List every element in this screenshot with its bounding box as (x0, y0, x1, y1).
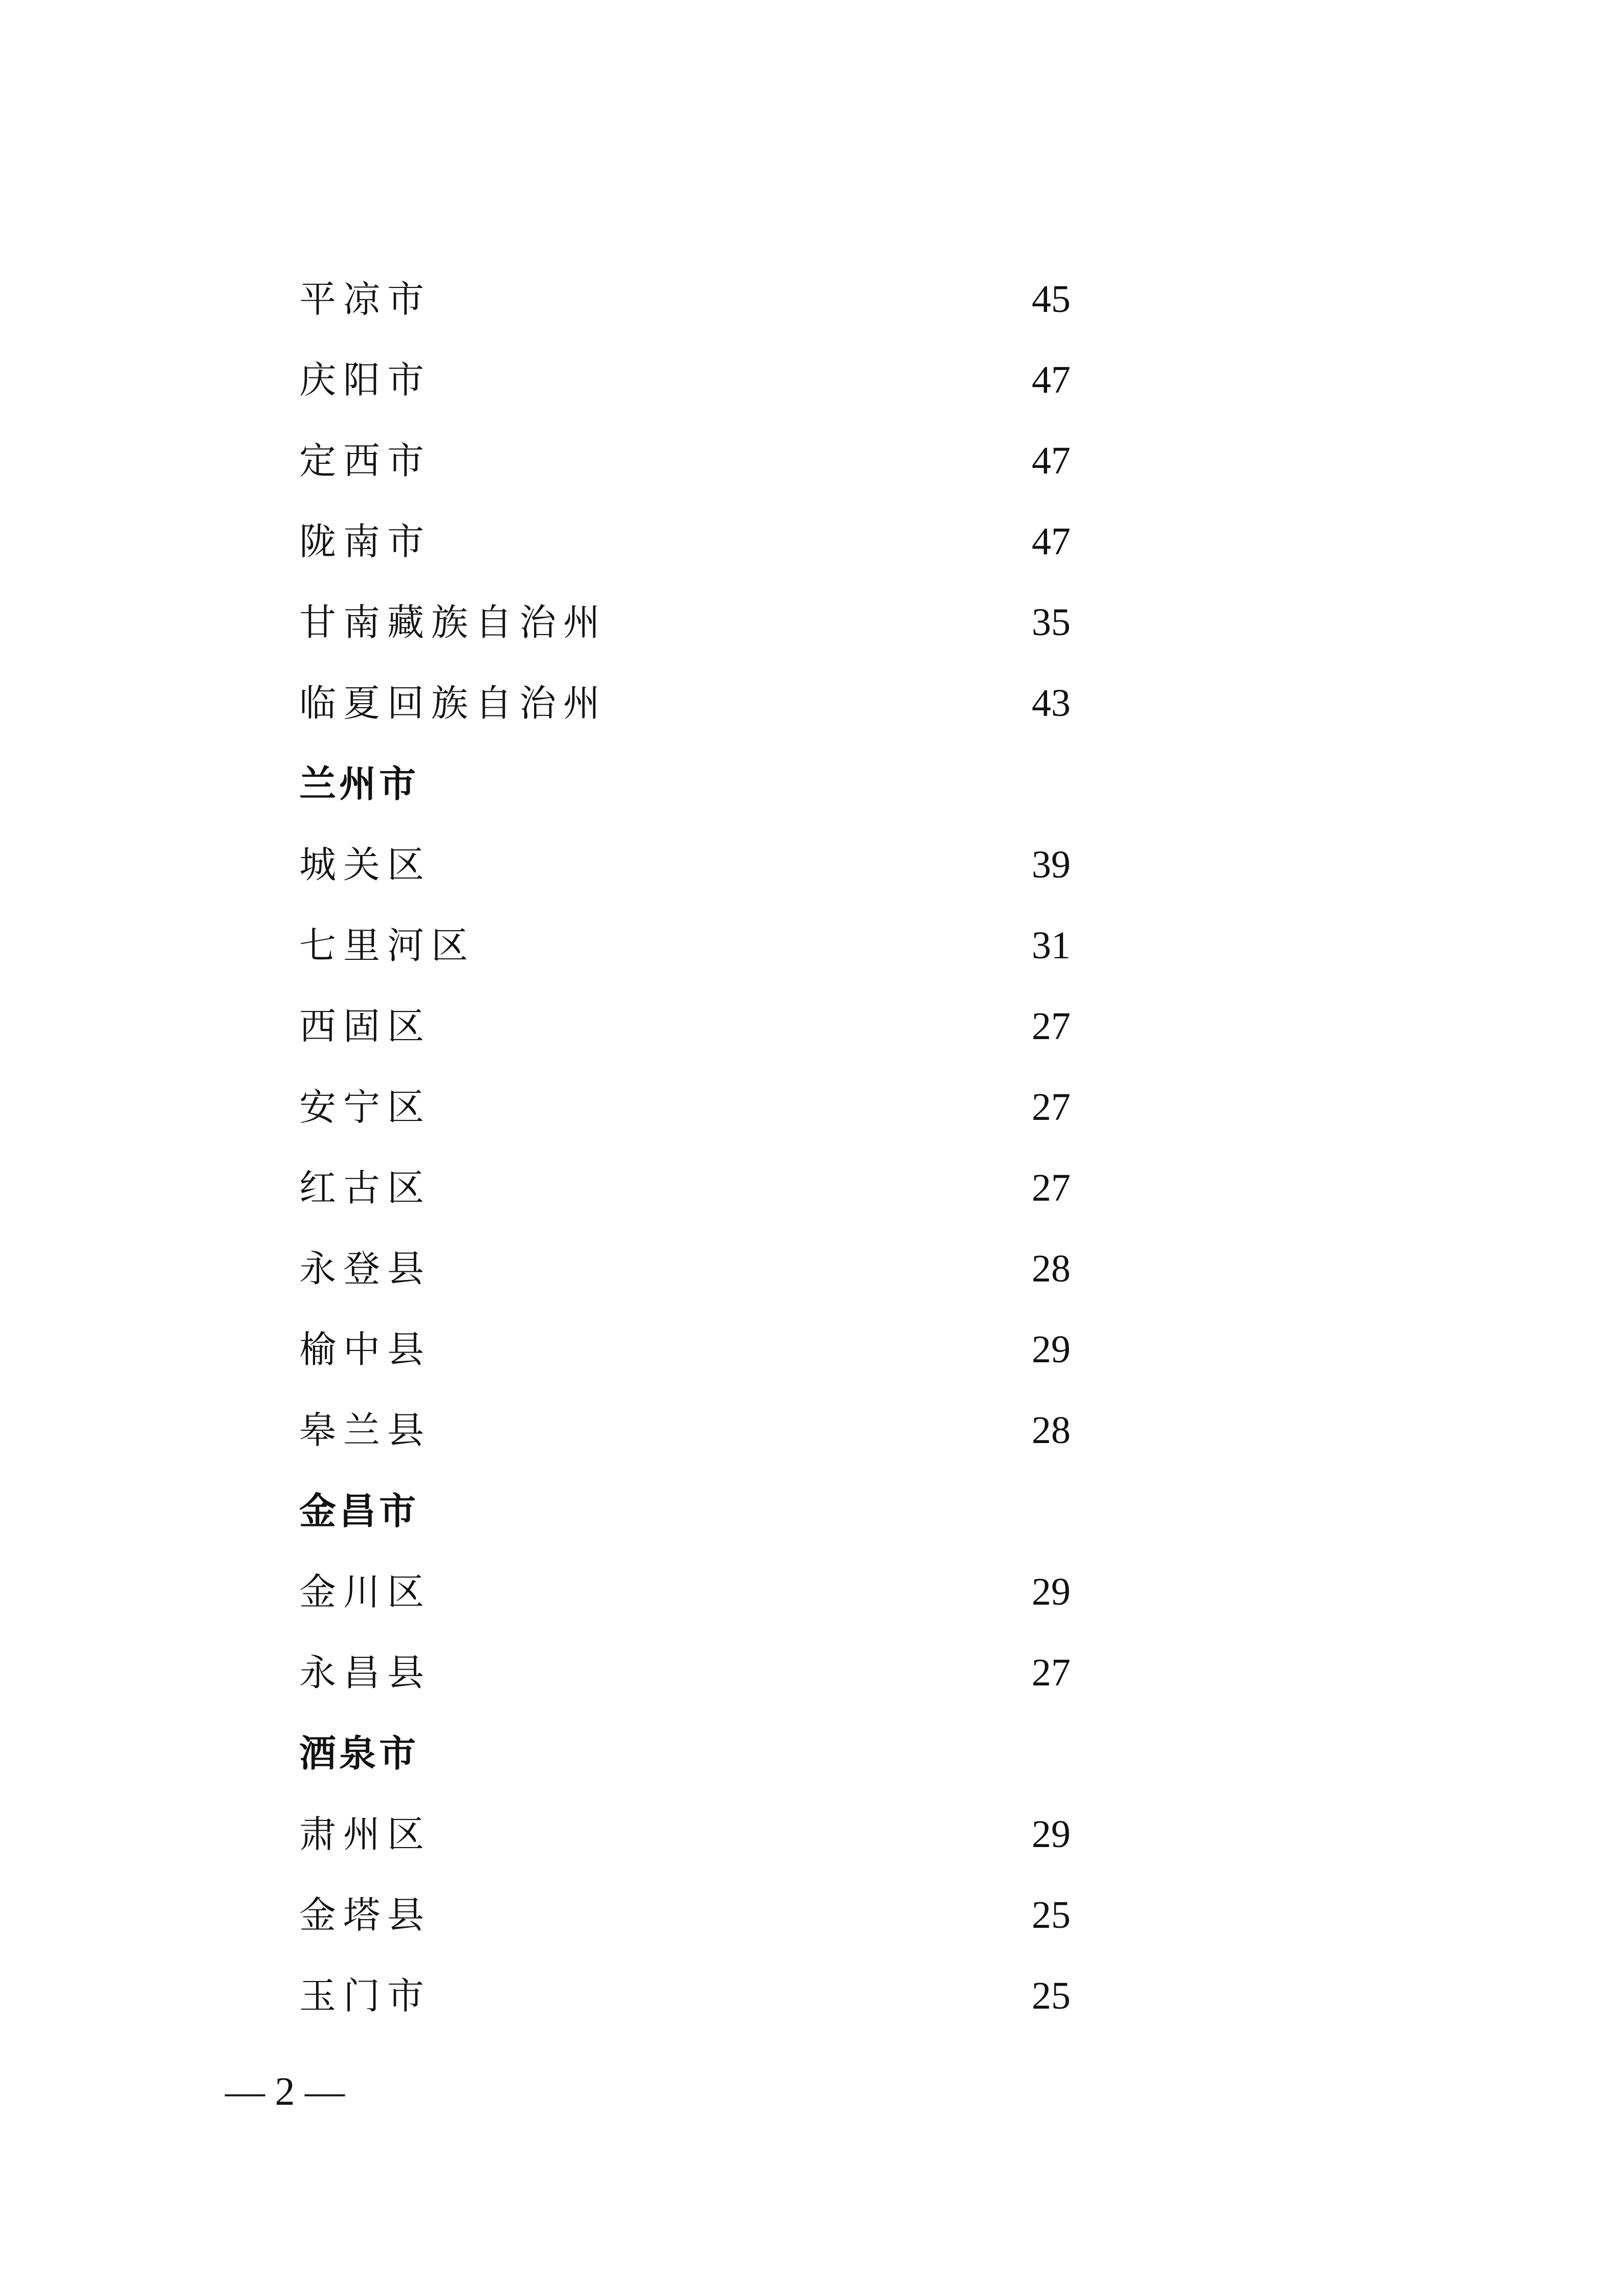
region-value: 27 (1032, 1166, 1071, 1209)
region-value: 39 (1032, 843, 1071, 886)
page-number: — 2 — (225, 2069, 345, 2113)
region-name: 永登县 (299, 1247, 432, 1290)
list-item (299, 1875, 1118, 1955)
region-name: 皋兰县 (299, 1409, 432, 1452)
region-value: 31 (1032, 924, 1071, 967)
list-item (299, 986, 1118, 1067)
list-item (299, 420, 1118, 501)
region-value: 45 (1032, 278, 1071, 321)
section-heading: 金昌市 (299, 1490, 419, 1533)
region-name: 定西市 (299, 439, 432, 482)
list-item (299, 1551, 1118, 1632)
region-value: 43 (1032, 682, 1071, 725)
list-item (299, 1067, 1118, 1147)
list-item (299, 1309, 1118, 1390)
region-name: 庆阳市 (299, 358, 432, 401)
region-name: 平凉市 (299, 278, 432, 321)
section-heading-row (299, 1713, 1118, 1794)
region-value: 27 (1032, 1651, 1071, 1694)
region-name: 玉门市 (299, 1974, 432, 2017)
list-item (299, 1228, 1118, 1309)
region-value: 47 (1032, 358, 1071, 401)
list-item (299, 824, 1118, 905)
region-value: 28 (1032, 1409, 1071, 1452)
region-value: 35 (1032, 601, 1071, 644)
list-item (299, 582, 1118, 663)
list-item (299, 501, 1118, 582)
region-name: 安宁区 (299, 1086, 432, 1129)
region-name: 永昌县 (299, 1651, 432, 1694)
region-value: 27 (1032, 1086, 1071, 1129)
region-value: 28 (1032, 1247, 1071, 1290)
region-name: 金川区 (299, 1570, 432, 1613)
region-name: 肃州区 (299, 1813, 432, 1856)
region-name: 西固区 (299, 1005, 432, 1048)
list-item (299, 663, 1118, 744)
region-value: 29 (1032, 1570, 1071, 1613)
region-value: 47 (1032, 520, 1071, 563)
region-name: 陇南市 (299, 520, 432, 563)
section-heading: 酒泉市 (299, 1732, 419, 1775)
region-value: 25 (1032, 1894, 1071, 1937)
list-item (299, 340, 1118, 420)
region-name: 金塔县 (299, 1894, 432, 1937)
region-name: 榆中县 (299, 1328, 432, 1371)
list-item (299, 1147, 1118, 1228)
list-item (299, 1632, 1118, 1713)
region-value: 27 (1032, 1005, 1071, 1048)
region-name: 甘南藏族自治州 (299, 601, 608, 644)
region-value: 47 (1032, 439, 1071, 482)
list-item (299, 905, 1118, 986)
region-value: 29 (1032, 1328, 1071, 1371)
list-item (299, 1390, 1118, 1471)
region-name: 七里河区 (299, 924, 476, 967)
region-name: 临夏回族自治州 (299, 682, 608, 725)
region-name: 红古区 (299, 1166, 432, 1209)
region-value: 25 (1032, 1974, 1071, 2017)
section-heading: 兰州市 (299, 762, 419, 805)
list-item (299, 259, 1118, 340)
list-item (299, 1794, 1118, 1875)
region-name: 城关区 (299, 843, 432, 886)
region-value: 29 (1032, 1813, 1071, 1856)
section-heading-row (299, 744, 1118, 824)
list-item (299, 1955, 1118, 2036)
section-heading-row (299, 1471, 1118, 1551)
